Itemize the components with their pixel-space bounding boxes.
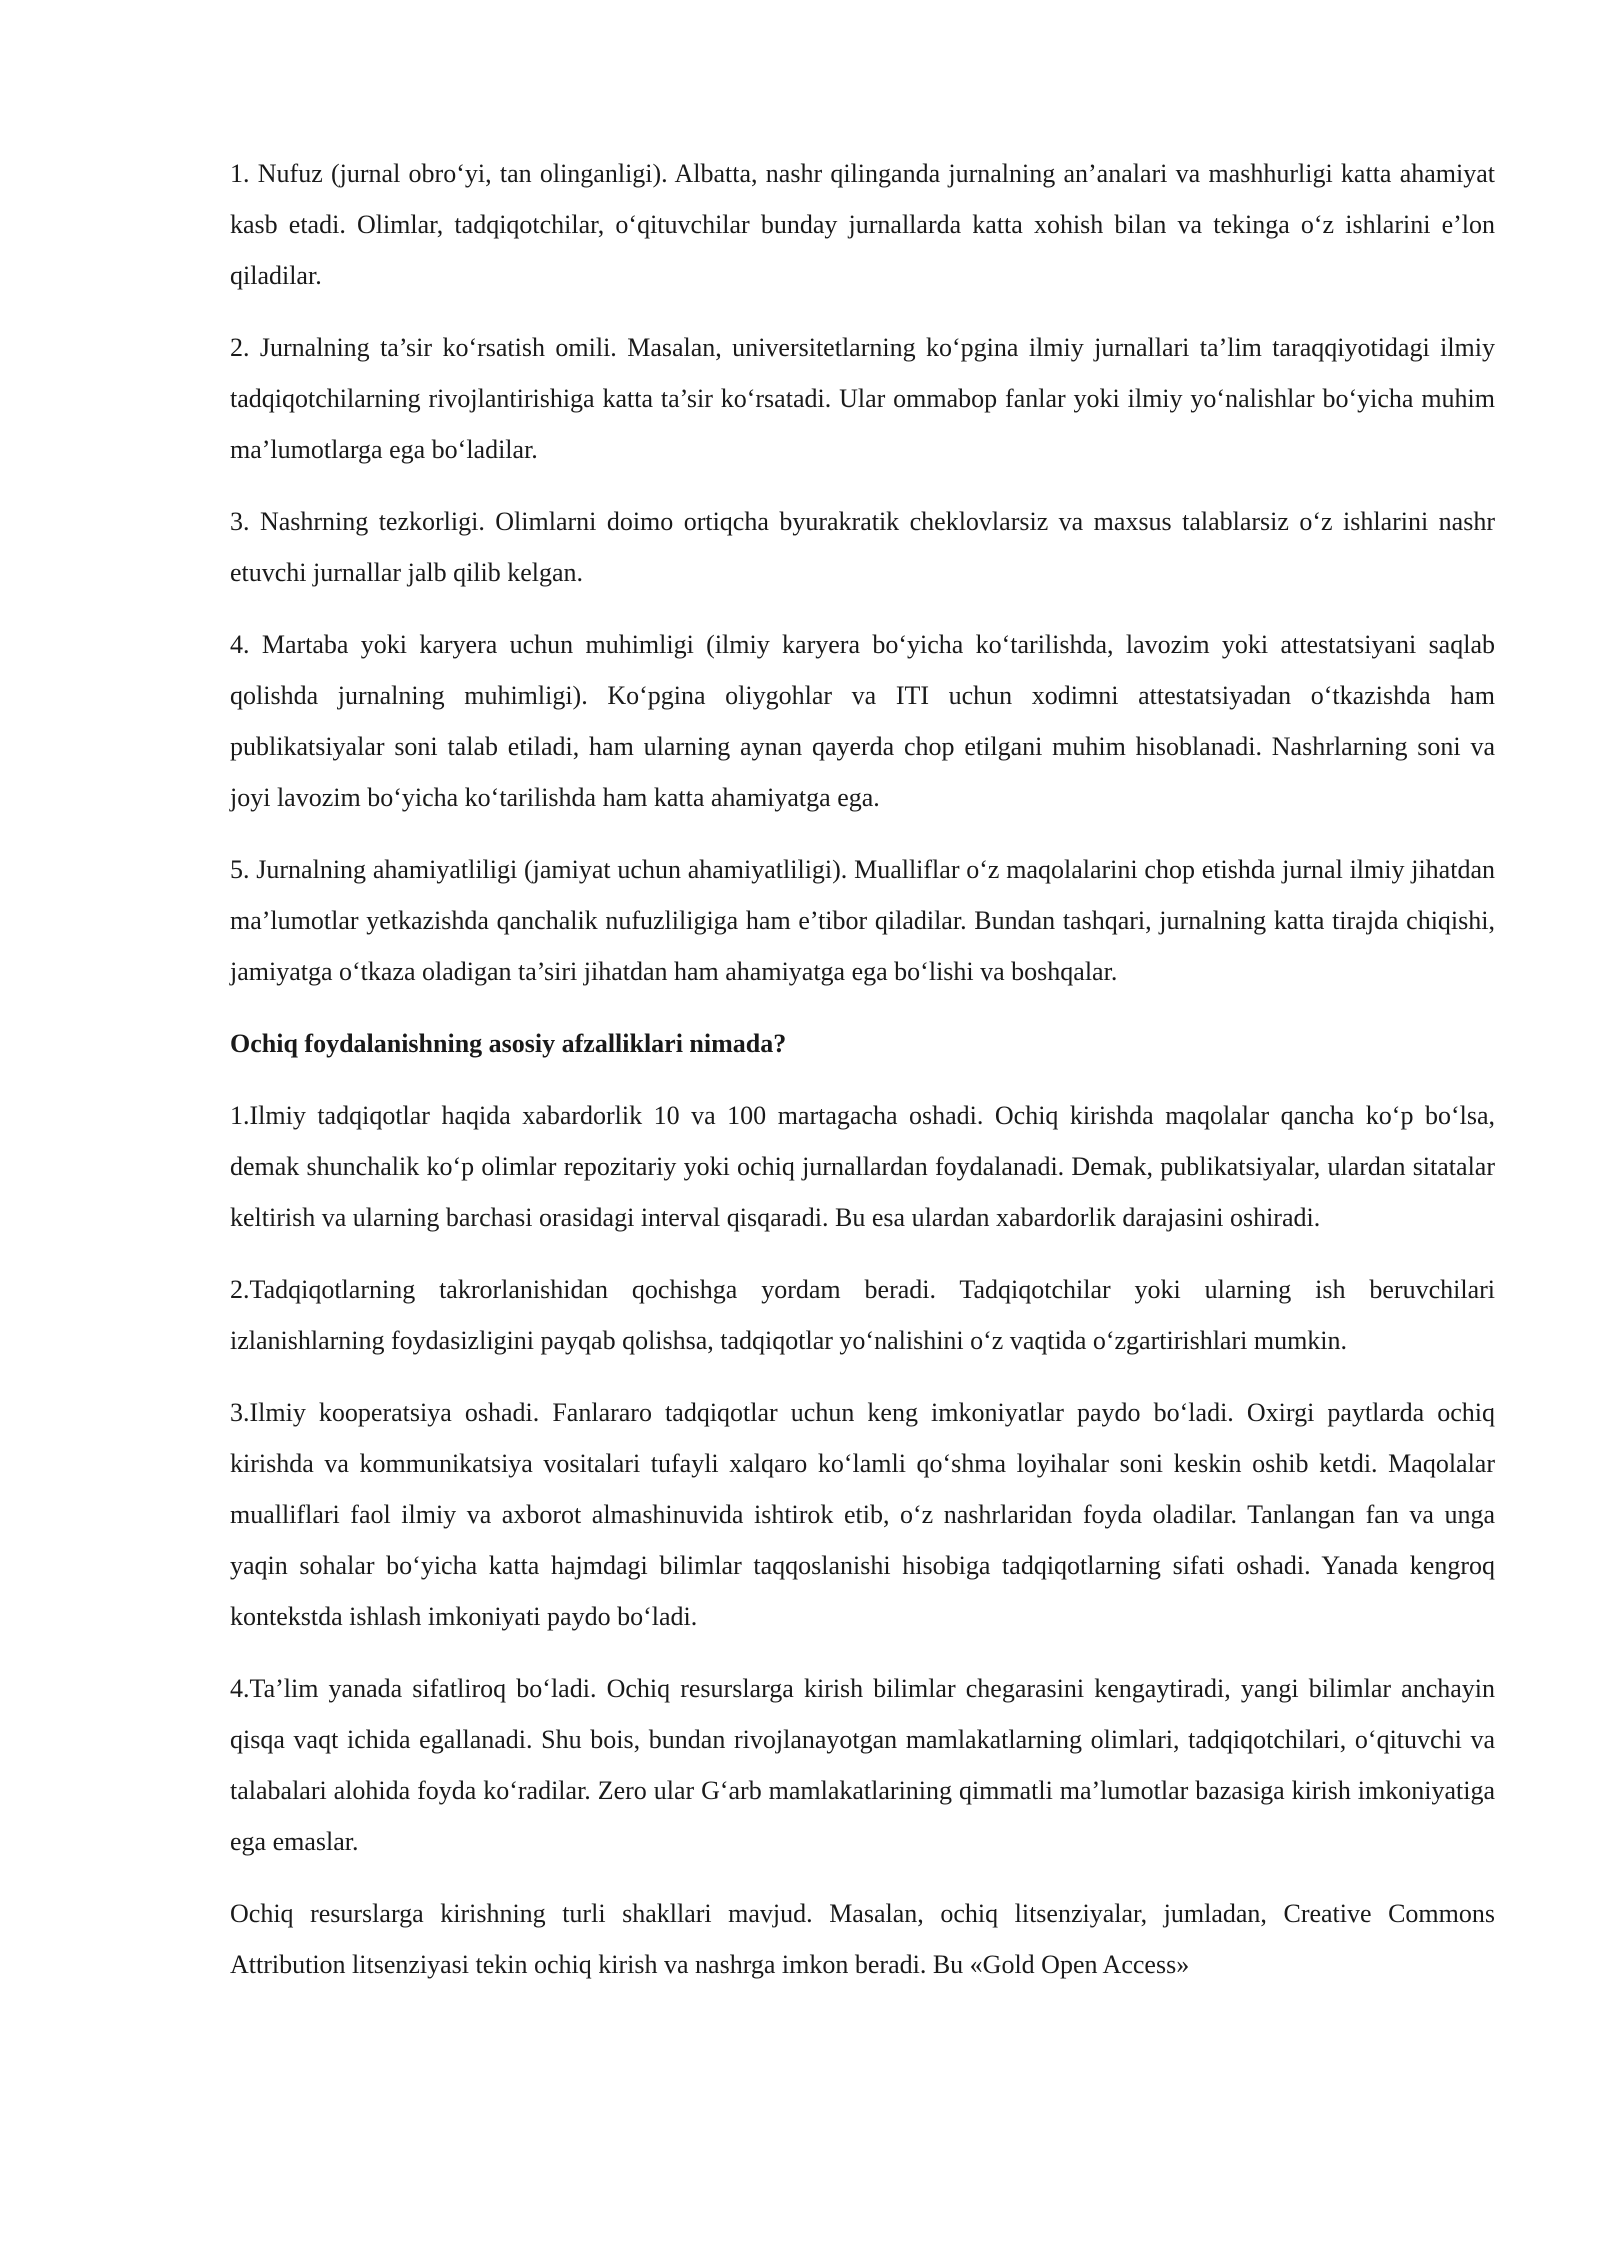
document-page [230,148,1495,2011]
paragraph-8: 3.Ilmiy kooperatsiya oshadi. Fanlararo tadqiqotlar uchun keng imkoniyatlar paydo bo‘ladi. Oxirgi paytlarda ochiq kirishda va kommunikatsiya vositalari tufayli xalqaro ko‘lamli qo‘shma loyihalar soni keskin oshib ketdi. Maqolalar mualliflari faol ilmiy va axborot almashinuvida ishtirok etib, o‘z nashrlaridan foyda oladilar. Tanlangan fan va unga yaqin sohalar bo‘yicha katta hajmdagi bilimlar taqqoslanishi hisobiga tadqiqotlarning sifati oshadi. Yanada kengroq kontekstda ishlash imkoniyati paydo bo‘ladi. [230,1398,1495,1631]
section-heading: Ochiq foydalanishning asosiy afzalliklari nimada? [230,1029,787,1058]
paragraph-3: 3. Nashrning tezkorligi. Olimlarni doimo ortiqcha byurakratik cheklovlarsiz va maxsus talablarsiz o‘z ishlarini nashr etuvchi jurnallar jalb qilib kelgan. [230,507,1495,587]
paragraph-6: 1.Ilmiy tadqiqotlar haqida xabardorlik 10 va 100 martagacha oshadi. Ochiq kirishda maqolalar qancha ko‘p bo‘lsa, demak shunchalik ko‘p olimlar repozitariy yoki ochiq jurnallardan foydalanadi. Demak, publikatsiyalar, ulardan sitatalar keltirish va ularning barchasi orasidagi interval qisqaradi. Bu esa ulardan xabardorlik darajasini oshiradi. [230,1101,1495,1232]
paragraph-10: Ochiq resurslarga kirishning turli shakllari mavjud. Masalan, ochiq litsenziyalar, jumladan, Creative Commons Attribution litsenziyasi tekin ochiq kirish va nashrga imkon beradi. Bu «Gold Open Access» [230,1899,1495,1979]
paragraph-5: 5. Jurnalning ahamiyatliligi (jamiyat uchun ahamiyatliligi). Mualliflar o‘z maqolalarini chop etishda jurnal ilmiy jihatdan ma’lumotlar yetkazishda qanchalik nufuzliligiga ham e’tibor qiladilar. Bundan tashqari, jurnalning katta tirajda chiqishi, jamiyatga o‘tkaza oladigan ta’siri jihatdan ham ahamiyatga ega bo‘lishi va boshqalar. [230,855,1495,986]
paragraph-1: 1. Nufuz (jurnal obro‘yi, tan olinganligi). Albatta, nashr qilinganda jurnalning an’analari va mashhurligi katta ahamiyat kasb etadi. Olimlar, tadqiqotchilar, o‘qituvchilar bunday jurnallarda katta xohish bilan va tekinga o‘z ishlarini e’lon qiladilar. [230,159,1495,290]
paragraph-7: 2.Tadqiqotlarning takrorlanishidan qochishga yordam beradi. Tadqiqotchilar yoki ularning ish beruvchilari izlanishlarning foydasizligini payqab qolishsa, tadqiqotlar yo‘nalishini o‘z vaqtida o‘zgartirishlari mumkin. [230,1275,1495,1355]
paragraph-9: 4.Ta’lim yanada sifatliroq bo‘ladi. Ochiq resurslarga kirish bilimlar chegarasini kengaytiradi, yangi bilimlar anchayin qisqa vaqt ichida egallanadi. Shu bois, bundan rivojlanayotgan mamlakatlarning olimlari, tadqiqotchilari, o‘qituvchi va talabalari alohida foyda ko‘radilar. Zero ular G‘arb mamlakatlarining qimmatli ma’lumotlar bazasiga kirish imkoniyatiga ega emaslar. [230,1674,1495,1856]
paragraph-2: 2. Jurnalning ta’sir ko‘rsatish omili. Masalan, universitetlarning ko‘pgina ilmiy jurnallari ta’lim taraqqiyotidagi ilmiy tadqiqotchilarning rivojlantirishiga katta ta’sir ko‘rsatadi. Ular ommabop fanlar yoki ilmiy yo‘nalishlar bo‘yicha muhim ma’lumotlarga ega bo‘ladilar. [230,333,1495,464]
paragraph-4: 4. Martaba yoki karyera uchun muhimligi (ilmiy karyera bo‘yicha ko‘tarilishda, lavozim yoki attestatsiyani saqlab qolishda jurnalning muhimligi). Ko‘pgina oliygohlar va ITI uchun xodimni attestatsiyadan o‘tkazishda ham publikatsiyalar soni talab etiladi, ham ularning aynan qayerda chop etilgani muhim hisoblanadi. Nashrlarning soni va joyi lavozim bo‘yicha ko‘tarilishda ham katta ahamiyatga ega. [230,630,1495,812]
